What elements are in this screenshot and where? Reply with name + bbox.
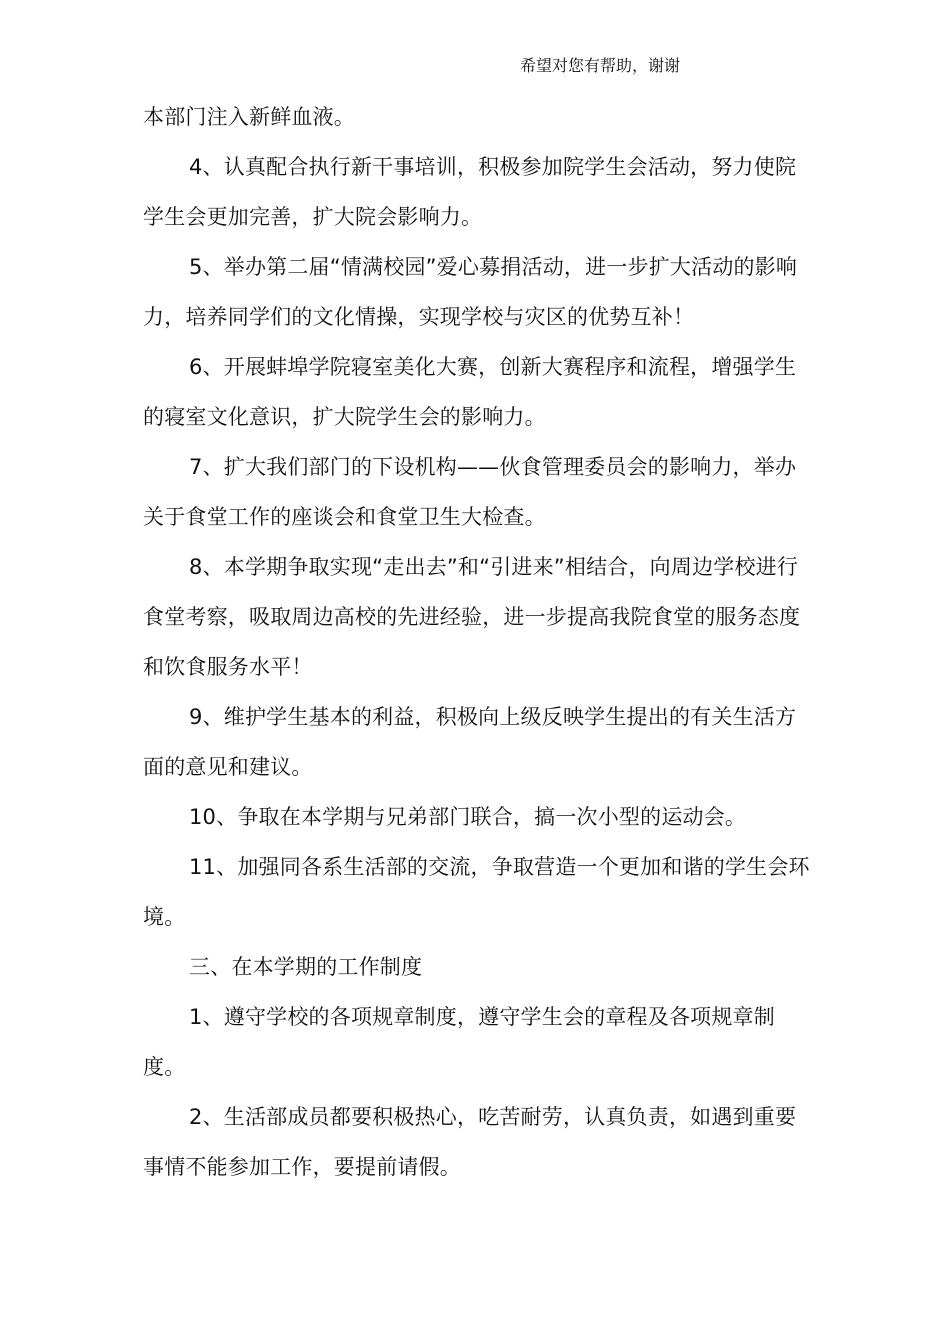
paragraph-rule-1: 1、遵守学校的各项规章制度，遵守学生会的章程及各项规章制度。: [143, 1005, 775, 1079]
paragraph-item-11: 11、加强同各系生活部的交流，争取营造一个更加和谐的学生会环境。: [143, 855, 810, 929]
paragraph-rule-2: 2、生活部成员都要积极热心，吃苦耐劳，认真负责，如遇到重要事情不能参加工作，要提前请假。: [143, 1105, 797, 1179]
header-note: 希望对您有帮助，谢谢: [520, 56, 681, 75]
section-heading-3: 三、在本学期的工作制度: [189, 955, 423, 979]
paragraph-continuation: 本部门注入新鲜血液。: [143, 105, 355, 129]
paragraph-item-7: 7、扩大我们部门的下设机构——伙食管理委员会的影响力，举办关于食堂工作的座谈会和食堂卫生大检查。: [143, 455, 797, 529]
paragraph-item-6: 6、开展蚌埠学院寝室美化大赛，创新大赛程序和流程，增强学生的寝室文化意识，扩大院学生会的影响力。: [143, 355, 797, 429]
paragraph-item-9: 9、维护学生基本的利益，积极向上级反映学生提出的有关生活方面的意见和建议。: [143, 705, 797, 779]
paragraph-item-4: 4、认真配合执行新干事培训，积极参加院学生会活动，努力使院学生会更加完善，扩大院会影响力。: [143, 155, 797, 229]
paragraph-item-5: 5、举办第二届“情满校园”爱心募捐活动，进一步扩大活动的影响力，培养同学们的文化情操，实现学校与灾区的优势互补！: [143, 255, 798, 329]
paragraph-item-8: 8、本学期争取实现“走出去”和“引进来”相结合，向周边学校进行食堂考察，吸取周边高校的先进经验，进一步提高我院食堂的服务态度和饮食服务水平！: [143, 555, 801, 679]
document-body: [143, 92, 815, 1192]
paragraph-item-10: 10、争取在本学期与兄弟部门联合，搞一次小型的运动会。: [189, 805, 747, 829]
